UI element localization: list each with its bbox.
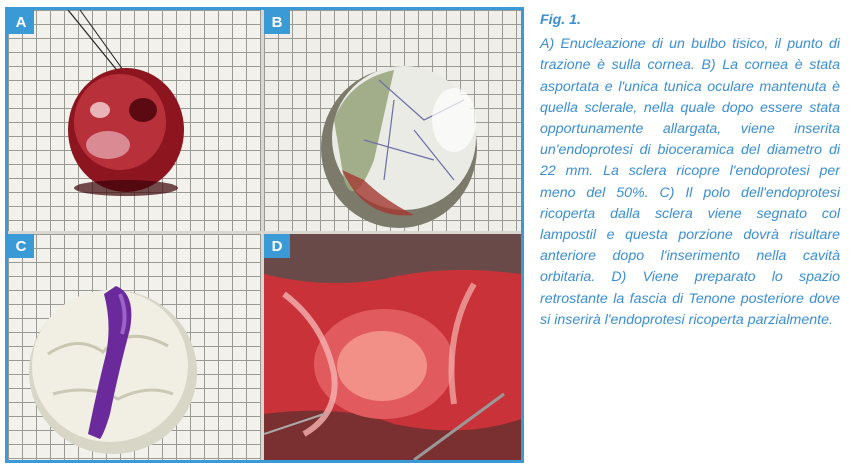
caption-text: A) Enucleazione di un bulbo tisico, il punto di trazione è sulla cornea. B) La cornea è stata asportata e l'unica tunica oculare mantenuta è quella sclerale, nella quale dopo essere stata opportunamente allargata, viene inserita un'endoprotesi di bioceramica del diametro di 22 mm. La sclera ricopre l'endoprotesi per meno del 50%. C) Il polo dell'endoprotesi ricoperta dalla sclera viene segnato col lampostil e questa porzione dovrà risultare anteriore dopo l'inserimento nella cavità orbitaria. D) Viene preparato lo spazio retrostante la fascia di Tenone posteriore dove si inserirà l'endoprotesi ricoperta parzialmente. (540, 36, 840, 328)
surgical-field-illustration (264, 234, 521, 460)
panel-d-photo (264, 234, 521, 460)
panel-a-label: A (8, 10, 34, 34)
scleral-shell-illustration (264, 10, 521, 231)
figure-caption (540, 10, 840, 331)
caption-title: Fig. 1. (540, 12, 581, 28)
marked-implant-illustration (8, 234, 261, 460)
panel-c-label: C (8, 234, 34, 258)
panel-d-label: D (264, 234, 290, 258)
panel-b-label: B (264, 10, 290, 34)
panel-a-photo (8, 10, 261, 231)
enucleated-eyeball-illustration (8, 10, 261, 231)
panel-b-photo (264, 10, 521, 231)
panel-c-photo (8, 234, 261, 460)
figure-frame (5, 7, 524, 463)
